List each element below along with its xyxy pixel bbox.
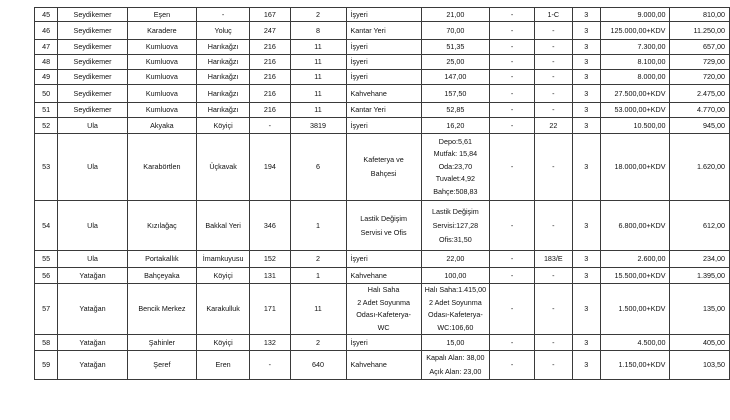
cell-duration: 3 — [572, 8, 601, 22]
cell-locality: Köyiçi — [197, 335, 250, 351]
cell-area-line: 25,00 — [446, 57, 465, 66]
cell-usage-line: İşyeri — [350, 9, 368, 19]
cell-usage-line: Kahvehane — [350, 270, 387, 280]
cell-district: Seydikemer — [58, 22, 127, 40]
cell-block: 194 — [250, 134, 290, 201]
cell-district: Seydikemer — [58, 40, 127, 55]
cell-area-line: Tuvalet:4,92 — [435, 174, 476, 184]
cell-neighborhood: Portakallık — [127, 251, 196, 268]
cell-col9: - — [490, 103, 535, 118]
cell-area — [421, 284, 489, 335]
cell-rent: 53.000,00+KDV — [601, 103, 670, 118]
cell-block: 216 — [250, 103, 290, 118]
cell-area-line: Bahçe:508,83 — [433, 186, 478, 196]
cell-district: Ula — [58, 251, 127, 268]
cell-duration: 3 — [572, 284, 601, 335]
cell-no: 48 — [35, 55, 58, 70]
cell-usage-line: İşyeri — [350, 120, 368, 130]
cell-usage — [346, 118, 421, 134]
cell-usage-line: İşyeri — [350, 337, 368, 347]
cell-area-line: 70,00 — [446, 25, 465, 35]
cell-area — [421, 201, 489, 251]
cell-neighborhood: Akyaka — [127, 118, 196, 134]
cell-rent: 8.100,00 — [601, 55, 670, 70]
cell-district: Seydikemer — [58, 8, 127, 22]
cell-district: Seydikemer — [58, 70, 127, 85]
table-row — [35, 351, 730, 380]
cell-district: Yatağan — [58, 268, 127, 284]
cell-col10: - — [535, 85, 572, 103]
cell-locality: Yoluç — [197, 22, 250, 40]
cell-rent: 9.000,00 — [601, 8, 670, 22]
cell-rent: 10.500,00 — [601, 118, 670, 134]
table-row — [35, 134, 730, 201]
table-row — [35, 284, 730, 335]
cell-parcel: 11 — [290, 40, 346, 55]
cell-parcel: 2 — [290, 335, 346, 351]
cell-area-line: 51,35 — [446, 42, 465, 51]
cell-parcel: 11 — [290, 284, 346, 335]
table-row — [35, 118, 730, 134]
cell-locality: İmamkuyusu — [197, 251, 250, 268]
cell-usage-line: İşyeri — [350, 72, 368, 81]
cell-block: 216 — [250, 40, 290, 55]
cell-deposit: 657,00 — [670, 40, 730, 55]
cell-locality: Köyiçi — [197, 118, 250, 134]
cell-area-line: 15,00 — [446, 337, 465, 347]
cell-area — [421, 134, 489, 201]
cell-neighborhood: Kumluova — [127, 103, 196, 118]
cell-col9: - — [490, 70, 535, 85]
cell-col10: - — [535, 103, 572, 118]
cell-col10: - — [535, 134, 572, 201]
table-body — [35, 8, 730, 380]
cell-locality: Üçkavak — [197, 134, 250, 201]
cell-usage — [346, 284, 421, 335]
cell-duration: 3 — [572, 70, 601, 85]
cell-usage — [346, 22, 421, 40]
cell-locality: Eren — [197, 351, 250, 380]
cell-district: Seydikemer — [58, 103, 127, 118]
table-row — [35, 103, 730, 118]
cell-locality: Harıkağzı — [197, 85, 250, 103]
cell-col10: - — [535, 284, 572, 335]
cell-usage-line: Odası-Kafeterya- — [356, 310, 411, 319]
cell-parcel: 1 — [290, 268, 346, 284]
cell-usage-line: Kantar Yeri — [350, 25, 386, 35]
cell-usage-line: 2 Adet Soyunma — [357, 297, 410, 307]
table-row — [35, 40, 730, 55]
cell-district: Yatağan — [58, 284, 127, 335]
cell-area — [421, 251, 489, 268]
cell-neighborhood: Kumluova — [127, 85, 196, 103]
cell-usage-line: Kahvehane — [350, 360, 387, 369]
cell-usage — [346, 201, 421, 251]
cell-col10: - — [535, 201, 572, 251]
cell-area — [421, 55, 489, 70]
cell-parcel: 2 — [290, 8, 346, 22]
cell-area — [421, 40, 489, 55]
cell-duration: 3 — [572, 201, 601, 251]
cell-parcel: 11 — [290, 55, 346, 70]
cell-locality: Harıkağzı — [197, 103, 250, 118]
cell-no: 46 — [35, 22, 58, 40]
table-row — [35, 22, 730, 40]
cell-deposit: 1.395,00 — [670, 268, 730, 284]
table-row — [35, 251, 730, 268]
cell-deposit: 945,00 — [670, 118, 730, 134]
lease-table — [34, 7, 730, 380]
cell-area-line: Açık Alan: 23,00 — [429, 367, 482, 376]
cell-block: 132 — [250, 335, 290, 351]
cell-area-line: Servisi:127,28 — [432, 220, 479, 230]
cell-block: 131 — [250, 268, 290, 284]
cell-locality: Harıkağzı — [197, 55, 250, 70]
cell-deposit: 405,00 — [670, 335, 730, 351]
cell-locality: Harıkağzı — [197, 40, 250, 55]
cell-area-line: 2 Adet Soyunma — [429, 297, 482, 307]
cell-neighborhood: Kızılağaç — [127, 201, 196, 251]
cell-usage-line: İşyeri — [350, 57, 368, 66]
cell-area — [421, 118, 489, 134]
cell-no: 53 — [35, 134, 58, 201]
cell-duration: 3 — [572, 55, 601, 70]
cell-deposit: 135,00 — [670, 284, 730, 335]
cell-usage-line: Bahçesi — [370, 169, 397, 178]
cell-rent: 27.500,00+KDV — [601, 85, 670, 103]
cell-col9: - — [490, 251, 535, 268]
cell-area-line: Mutfak: 15,84 — [433, 149, 478, 159]
cell-area-line: Kapalı Alan: 38,00 — [426, 353, 485, 362]
cell-duration: 3 — [572, 268, 601, 284]
cell-district: Yatağan — [58, 335, 127, 351]
cell-rent: 1.150,00+KDV — [601, 351, 670, 380]
cell-area — [421, 8, 489, 22]
cell-parcel: 1 — [290, 201, 346, 251]
cell-area — [421, 335, 489, 351]
cell-parcel: 640 — [290, 351, 346, 380]
cell-rent: 7.300,00 — [601, 40, 670, 55]
cell-deposit: 729,00 — [670, 55, 730, 70]
cell-no: 54 — [35, 201, 58, 251]
cell-deposit: 2.475,00 — [670, 85, 730, 103]
cell-area-line: 157,50 — [444, 88, 467, 98]
cell-deposit: 810,00 — [670, 8, 730, 22]
cell-usage-line: WC — [377, 322, 390, 332]
cell-no: 51 — [35, 103, 58, 118]
cell-block: 247 — [250, 22, 290, 40]
cell-no: 55 — [35, 251, 58, 268]
cell-rent: 2.600,00 — [601, 251, 670, 268]
cell-area-line: 22,00 — [446, 254, 465, 263]
cell-col9: - — [490, 201, 535, 251]
table-row — [35, 335, 730, 351]
cell-col9: - — [490, 335, 535, 351]
cell-no: 59 — [35, 351, 58, 380]
cell-deposit: 720,00 — [670, 70, 730, 85]
cell-locality: - — [197, 8, 250, 22]
cell-usage-line: Servisi ve Ofis — [360, 227, 407, 237]
cell-col10: - — [535, 268, 572, 284]
cell-usage-line: Halı Saha — [367, 285, 400, 294]
cell-rent: 125.000,00+KDV — [601, 22, 670, 40]
cell-col9: - — [490, 40, 535, 55]
cell-neighborhood: Şeref — [127, 351, 196, 380]
cell-usage-line: Lastik Değişim — [360, 213, 407, 223]
cell-col9: - — [490, 8, 535, 22]
cell-area — [421, 85, 489, 103]
cell-area — [421, 103, 489, 118]
cell-usage — [346, 134, 421, 201]
cell-area-line: Halı Saha:1.415,00 — [424, 285, 487, 294]
cell-col10: 183/E — [535, 251, 572, 268]
cell-deposit: 11.250,00 — [670, 22, 730, 40]
cell-col9: - — [490, 134, 535, 201]
cell-col9: - — [490, 268, 535, 284]
cell-rent: 6.800,00+KDV — [601, 201, 670, 251]
cell-parcel: 2 — [290, 251, 346, 268]
cell-neighborhood: Kumluova — [127, 40, 196, 55]
cell-no: 47 — [35, 40, 58, 55]
cell-area-line: 100,00 — [444, 270, 467, 280]
cell-no: 58 — [35, 335, 58, 351]
cell-locality: Köyiçi — [197, 268, 250, 284]
cell-area — [421, 351, 489, 380]
cell-area-line: Lastik Değişim — [432, 206, 479, 216]
cell-neighborhood: Karabörtlen — [127, 134, 196, 201]
cell-col10: - — [535, 55, 572, 70]
cell-usage-line: Kantar Yeri — [350, 105, 386, 114]
table-row — [35, 268, 730, 284]
cell-usage — [346, 351, 421, 380]
cell-neighborhood: Şahinler — [127, 335, 196, 351]
cell-col10: - — [535, 22, 572, 40]
cell-block: 167 — [250, 8, 290, 22]
cell-deposit: 612,00 — [670, 201, 730, 251]
cell-usage-line: İşyeri — [350, 254, 368, 263]
cell-col9: - — [490, 118, 535, 134]
cell-area-line: 16,20 — [446, 120, 465, 130]
cell-col9: - — [490, 55, 535, 70]
cell-district: Yatağan — [58, 351, 127, 380]
cell-duration: 3 — [572, 134, 601, 201]
cell-neighborhood: Kumluova — [127, 55, 196, 70]
table-row — [35, 70, 730, 85]
cell-rent: 18.000,00+KDV — [601, 134, 670, 201]
cell-area-line: WC:106,60 — [437, 322, 474, 332]
cell-col9: - — [490, 22, 535, 40]
cell-locality: Karakulluk — [197, 284, 250, 335]
cell-area — [421, 70, 489, 85]
cell-col9: - — [490, 85, 535, 103]
cell-area-line: Ofis:31,50 — [438, 234, 472, 244]
cell-block: - — [250, 351, 290, 380]
cell-neighborhood: Bencik Merkez — [127, 284, 196, 335]
cell-rent: 15.500,00+KDV — [601, 268, 670, 284]
cell-col10: - — [535, 70, 572, 85]
cell-locality: Harıkağzı — [197, 70, 250, 85]
cell-no: 49 — [35, 70, 58, 85]
cell-parcel: 8 — [290, 22, 346, 40]
cell-deposit: 4.770,00 — [670, 103, 730, 118]
cell-col10: 1-C — [535, 8, 572, 22]
cell-no: 45 — [35, 8, 58, 22]
cell-no: 50 — [35, 85, 58, 103]
cell-neighborhood: Bahçeyaka — [127, 268, 196, 284]
cell-duration: 3 — [572, 251, 601, 268]
cell-no: 57 — [35, 284, 58, 335]
cell-district: Ula — [58, 201, 127, 251]
cell-parcel: 6 — [290, 134, 346, 201]
cell-block: 216 — [250, 85, 290, 103]
cell-duration: 3 — [572, 103, 601, 118]
cell-duration: 3 — [572, 351, 601, 380]
cell-deposit: 234,00 — [670, 251, 730, 268]
cell-duration: 3 — [572, 335, 601, 351]
cell-area — [421, 268, 489, 284]
cell-district: Seydikemer — [58, 55, 127, 70]
cell-parcel: 11 — [290, 70, 346, 85]
cell-locality: Bakkal Yeri — [197, 201, 250, 251]
cell-deposit: 1.620,00 — [670, 134, 730, 201]
cell-deposit: 103,50 — [670, 351, 730, 380]
cell-no: 52 — [35, 118, 58, 134]
cell-usage — [346, 335, 421, 351]
cell-area — [421, 22, 489, 40]
cell-usage — [346, 40, 421, 55]
cell-usage — [346, 70, 421, 85]
table-row — [35, 55, 730, 70]
cell-col9: - — [490, 284, 535, 335]
cell-usage-line: İşyeri — [350, 42, 368, 51]
cell-col10: - — [535, 40, 572, 55]
cell-area-line: 21,00 — [446, 9, 465, 19]
cell-usage — [346, 103, 421, 118]
cell-no: 56 — [35, 268, 58, 284]
cell-neighborhood: Eşen — [127, 8, 196, 22]
cell-district: Ula — [58, 118, 127, 134]
cell-block: 171 — [250, 284, 290, 335]
cell-rent: 8.000,00 — [601, 70, 670, 85]
cell-area-line: Depo:5,61 — [438, 136, 472, 146]
cell-usage — [346, 55, 421, 70]
cell-neighborhood: Karadere — [127, 22, 196, 40]
cell-col10: - — [535, 335, 572, 351]
cell-usage-line: Kafeterya ve — [363, 155, 404, 164]
cell-area-line: Odası-Kafeterya- — [428, 310, 483, 319]
cell-col10: - — [535, 351, 572, 380]
cell-usage — [346, 251, 421, 268]
cell-usage — [346, 8, 421, 22]
cell-area-line: 147,00 — [444, 72, 467, 81]
cell-parcel: 11 — [290, 85, 346, 103]
cell-usage-line: Kahvehane — [350, 88, 387, 98]
cell-block: 216 — [250, 70, 290, 85]
cell-area-line: Oda:23,70 — [438, 161, 473, 171]
cell-block: - — [250, 118, 290, 134]
cell-district: Ula — [58, 134, 127, 201]
cell-parcel: 11 — [290, 103, 346, 118]
document-page — [34, 7, 730, 380]
cell-rent: 1.500,00+KDV — [601, 284, 670, 335]
cell-usage — [346, 268, 421, 284]
cell-col9: - — [490, 351, 535, 380]
cell-col10: 22 — [535, 118, 572, 134]
table-row — [35, 201, 730, 251]
cell-block: 346 — [250, 201, 290, 251]
cell-duration: 3 — [572, 85, 601, 103]
table-row — [35, 85, 730, 103]
cell-district: Seydikemer — [58, 85, 127, 103]
cell-duration: 3 — [572, 22, 601, 40]
cell-block: 216 — [250, 55, 290, 70]
cell-block: 152 — [250, 251, 290, 268]
cell-duration: 3 — [572, 40, 601, 55]
cell-duration: 3 — [572, 118, 601, 134]
cell-parcel: 3819 — [290, 118, 346, 134]
table-row — [35, 8, 730, 22]
cell-neighborhood: Kumluova — [127, 70, 196, 85]
cell-rent: 4.500,00 — [601, 335, 670, 351]
cell-area-line: 52,85 — [446, 105, 465, 114]
cell-usage — [346, 85, 421, 103]
